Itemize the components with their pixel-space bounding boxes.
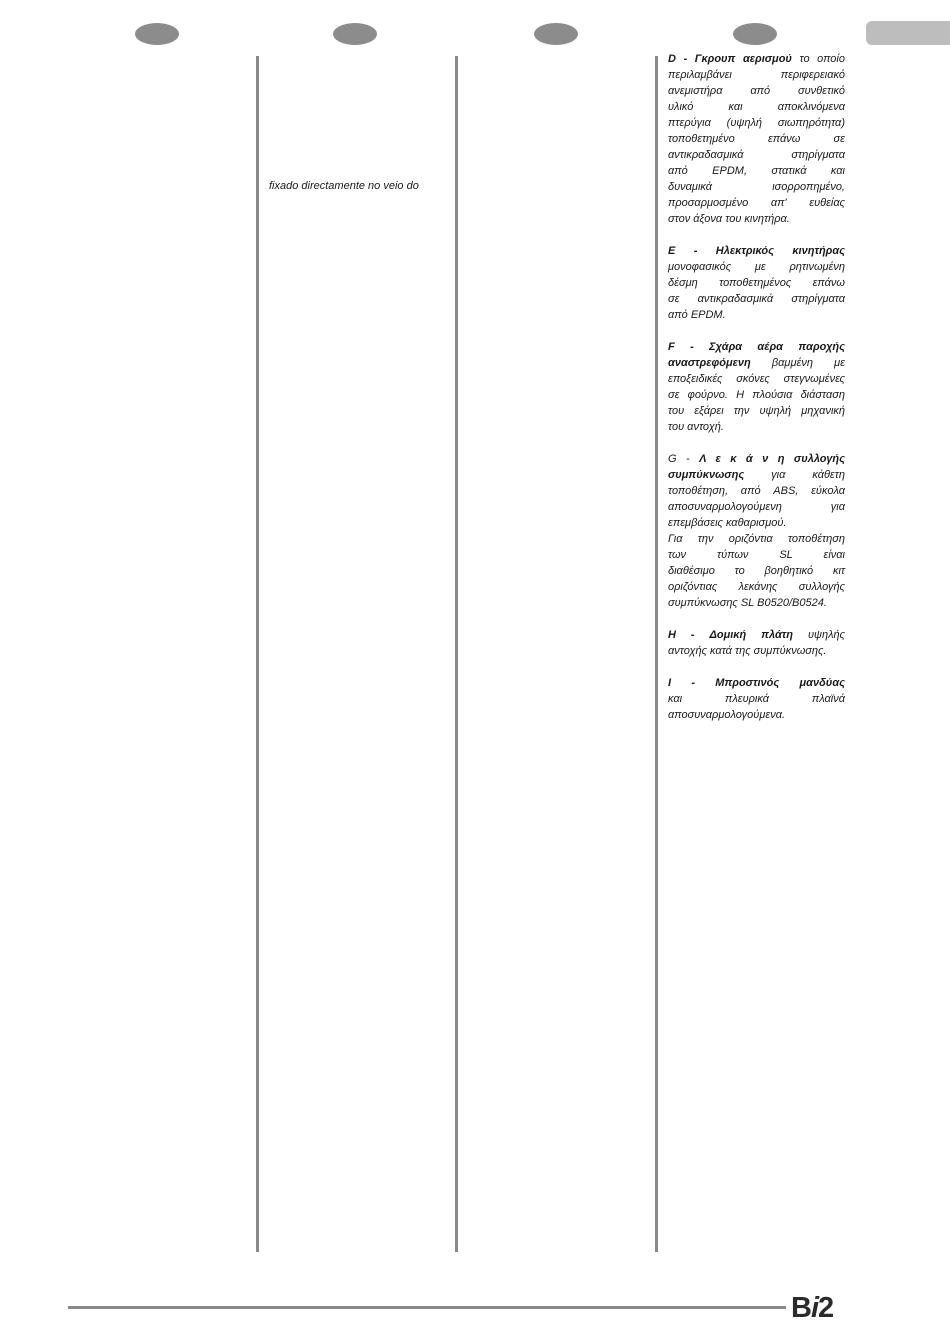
line-text: υψηλής [793, 629, 845, 641]
paragraph-line [668, 99, 845, 115]
paragraph-line [668, 259, 845, 275]
line-text: τοποθετημένο επάνω σε [668, 133, 845, 145]
footer-rule [68, 1306, 786, 1309]
paragraph-line [668, 643, 845, 659]
line-text: δέσμη τοποθετημένος επάνω [668, 277, 845, 289]
paragraph-line [668, 179, 845, 195]
line-text: από EPDM. [668, 309, 726, 321]
line-text: πτερύγια (υψηλή σιωπηρότητα) [668, 117, 845, 129]
paragraph-line [668, 339, 845, 355]
line-text: προσαρμοσμένο απ' ευθείας [668, 197, 845, 209]
greek-description-column [668, 51, 845, 739]
line-text: βαμμένη με [750, 357, 845, 369]
paragraph-line [668, 275, 845, 291]
line-text: ανεμιστήρα από συνθετικό [668, 85, 845, 97]
paragraph-line [668, 451, 845, 467]
paragraph-line [668, 707, 845, 723]
paragraph-line [668, 147, 845, 163]
line-text: επεμβάσεις καθαρισμού. [668, 517, 787, 529]
paragraph-line [668, 675, 845, 691]
paragraph-line [668, 483, 845, 499]
paragraph-line [668, 371, 845, 387]
language-oval-4 [733, 23, 777, 45]
paragraph-line [668, 243, 845, 259]
paragraph-line [668, 467, 845, 483]
paragraph-line [668, 499, 845, 515]
paragraph-line [668, 355, 845, 371]
paragraph-I [668, 675, 845, 723]
language-oval-2 [333, 23, 377, 45]
portuguese-text-fragment: fixado directamente no veio do [269, 180, 419, 192]
paragraph-line [668, 579, 845, 595]
line-text: δυναμικά ισορροπημένο, [668, 181, 845, 193]
paragraph-line [668, 163, 845, 179]
heading-term: D - Γκρουπ αερισμού [668, 53, 792, 65]
heading-term: Λ ε κ ά ν η συλλογής [699, 453, 845, 465]
paragraph-line [668, 563, 845, 579]
heading-term: συμπύκνωσης [668, 469, 745, 481]
line-text: οριζόντιας λεκάνης συλλογής [668, 581, 845, 593]
heading-term: H - Δομική πλάτη [668, 629, 794, 641]
paragraph-H [668, 627, 845, 659]
line-text: στον άξονα του κινητήρα. [668, 213, 790, 225]
line-text: το οποίο [791, 53, 845, 65]
paragraph-E [668, 243, 845, 323]
paragraph-line [668, 67, 845, 83]
line-text: εποξειδικές σκόνες στεγνωμένες [668, 373, 845, 385]
paragraph-line [668, 419, 845, 435]
line-text: διαθέσιμο το βοηθητικό κιτ [668, 565, 845, 577]
paragraph-G [668, 451, 845, 611]
line-text: αντοχής κατά της συμπύκνωσης. [668, 645, 827, 657]
paragraph-line [668, 83, 845, 99]
paragraph-line [668, 403, 845, 419]
language-oval-3 [534, 23, 578, 45]
line-text: σε αντικραδασμικά στηρίγματα [668, 293, 845, 305]
line-text: για κάθετη [744, 469, 845, 481]
heading-term: I - Μπροστινός μανδύας [668, 677, 845, 689]
paragraph-line [668, 195, 845, 211]
line-text: συμπύκνωσης SL B0520/B0524. [668, 597, 827, 609]
line-text: περιλαμβάνει περιφερειακό [668, 69, 845, 81]
line-text: αντικραδασμικά στηρίγματα [668, 149, 845, 161]
line-text: αποσυναρμολογούμενη για [668, 501, 845, 513]
line-text: τοποθέτηση, από ABS, εύκολα [668, 485, 845, 497]
language-oval-1 [135, 23, 179, 45]
paragraph-line [668, 131, 845, 147]
paragraph-line [668, 387, 845, 403]
column-rule-2 [455, 56, 458, 1252]
line-prefix: G - [668, 453, 700, 465]
paragraph-line [668, 307, 845, 323]
line-text: των τύπων SL είναι [668, 549, 845, 561]
line-text: μονοφασικός με ρητινωμένη [668, 261, 845, 273]
heading-term: F - Σχάρα αέρα παροχής [668, 341, 845, 353]
page-tab-marker [866, 21, 950, 45]
paragraph-line [668, 691, 845, 707]
line-text: του αντοχή. [668, 421, 724, 433]
column-rule-3 [655, 56, 658, 1252]
line-text: υλικό και αποκλινόμενα [668, 101, 845, 113]
heading-term: E - Ηλεκτρικός κινητήρας [668, 245, 845, 257]
line-text: Για την οριζόντια τοποθέτηση [668, 533, 845, 545]
line-text: και πλευρικά πλαϊνά [668, 693, 845, 705]
brand-logo: Bi2 [791, 1292, 834, 1324]
paragraph-line [668, 627, 845, 643]
paragraph-line [668, 515, 845, 531]
paragraph-line [668, 595, 845, 611]
paragraph-line [668, 531, 845, 547]
heading-term: αναστρεφόμενη [668, 357, 751, 369]
line-text: του εξάρει την υψηλή μηχανική [668, 405, 845, 417]
paragraph-line [668, 211, 845, 227]
line-text: από EPDM, στατικά και [668, 165, 845, 177]
column-rule-1 [256, 56, 259, 1252]
paragraph-line [668, 115, 845, 131]
paragraph-D [668, 51, 845, 227]
paragraph-line [668, 547, 845, 563]
line-text: αποσυναρμολογούμενα. [668, 709, 786, 721]
paragraph-F [668, 339, 845, 435]
paragraph-line [668, 291, 845, 307]
line-text: σε φούρνο. Η πλούσια διάσταση [668, 389, 845, 401]
paragraph-line [668, 51, 845, 67]
